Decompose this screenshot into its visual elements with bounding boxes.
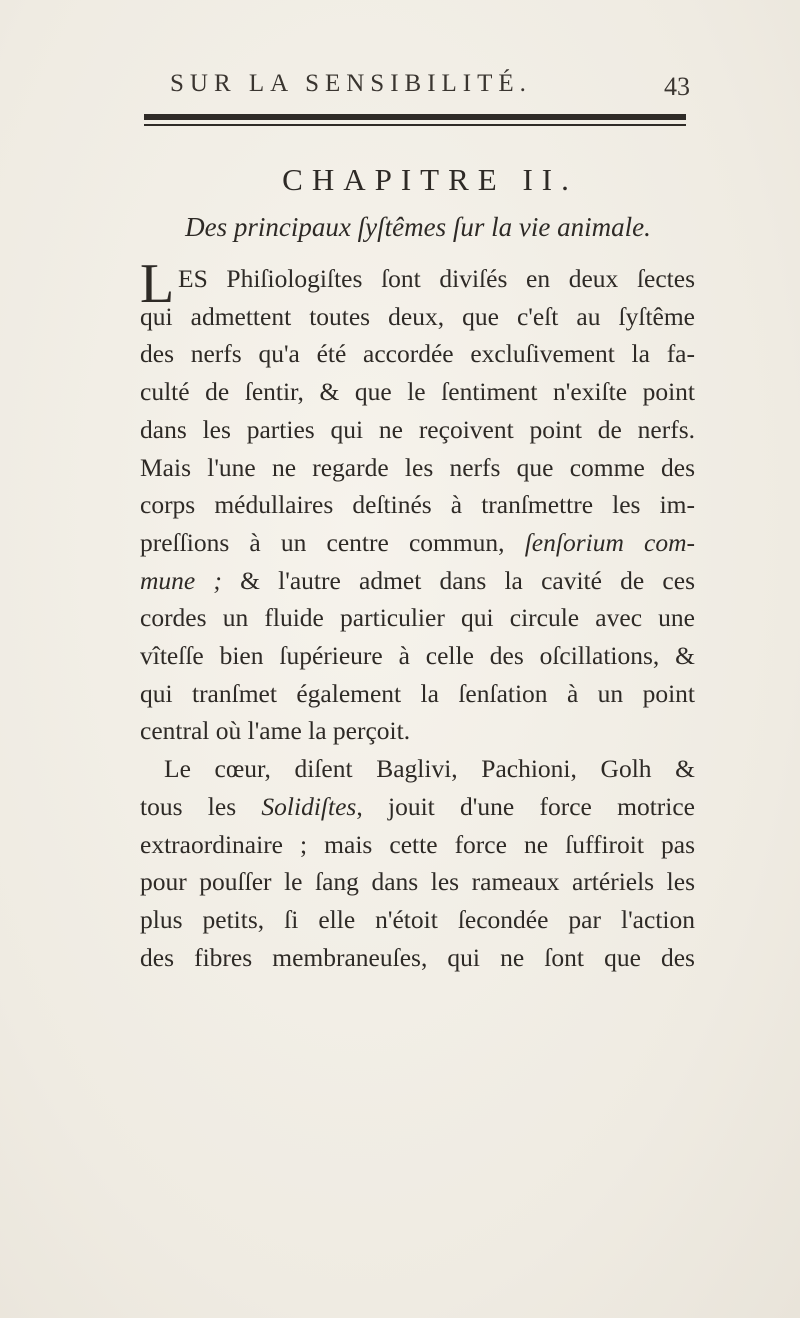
- body-text: [140, 253, 696, 976]
- text-line: Mais l'une ne regarde les nerfs que comme des: [140, 452, 695, 482]
- text-line: central où l'ame la perçoit.: [140, 716, 411, 746]
- text-line: culté de ſentir, & que le ſentiment n'exiſte point: [140, 377, 695, 407]
- italic-run: Solidiſtes: [261, 791, 357, 821]
- text-run: & l'autre admet dans la cavité de ces: [221, 565, 695, 595]
- running-head: SUR LA SENSIBILITÉ.: [170, 70, 532, 97]
- text-line: dans les parties qui ne reçoivent point de nerfs.: [140, 414, 695, 444]
- paragraph-2: [140, 750, 695, 976]
- italic-run: mune ;: [140, 565, 222, 595]
- paragraph-1: [140, 253, 696, 750]
- italic-run: ſenſorium com-: [524, 527, 696, 557]
- text-line: des nerfs qu'a été accordée excluſivement la fa-: [140, 339, 695, 369]
- chapter-subtitle: Des principaux ſyſtêmes ſur la vie animale.: [185, 212, 651, 242]
- drop-cap: L: [140, 253, 175, 315]
- text-line: vîteſſe bien ſupérieure à celle des oſcillations, &: [140, 641, 695, 671]
- header-rule-thin: [144, 124, 686, 126]
- page-number: 43: [664, 72, 690, 101]
- text-line: plus petits, ſi elle n'étoit ſecondée par l'action: [140, 904, 695, 934]
- header-rule-thick: [144, 114, 686, 120]
- text-line: corps médullaires deſtinés à tranſmettre les im-: [140, 490, 695, 520]
- text-run: , jouit d'une force motrice: [356, 791, 695, 821]
- text-line: [140, 788, 695, 826]
- text-line: qui tranſmet également la ſenſation à un point: [140, 678, 695, 708]
- text-line: des fibres membraneuſes, qui ne ſont que des: [140, 942, 695, 972]
- text-line: [140, 524, 695, 562]
- chapter-title: CHAPITRE II.: [282, 162, 578, 197]
- text-line: qui admettent toutes deux, que c'eſt au ſyſtême: [140, 301, 695, 331]
- text-line: [140, 562, 695, 600]
- text-line: extraordinaire ; mais cette force ne ſuffiroit pas: [140, 829, 695, 859]
- text-line: Le cœur, diſent Baglivi, Pachioni, Golh &: [164, 754, 695, 784]
- text-run: ES Phiſiologiſtes ſont diviſés en deux ſectes: [178, 264, 695, 293]
- text-run: tous les: [140, 791, 262, 821]
- text-line: pour pouſſer le ſang dans les rameaux artériels les: [140, 867, 695, 897]
- text-run: preſſions à un centre commun,: [140, 527, 525, 557]
- text-line: cordes un fluide particulier qui circule avec une: [140, 603, 695, 633]
- text-line: [140, 253, 695, 315]
